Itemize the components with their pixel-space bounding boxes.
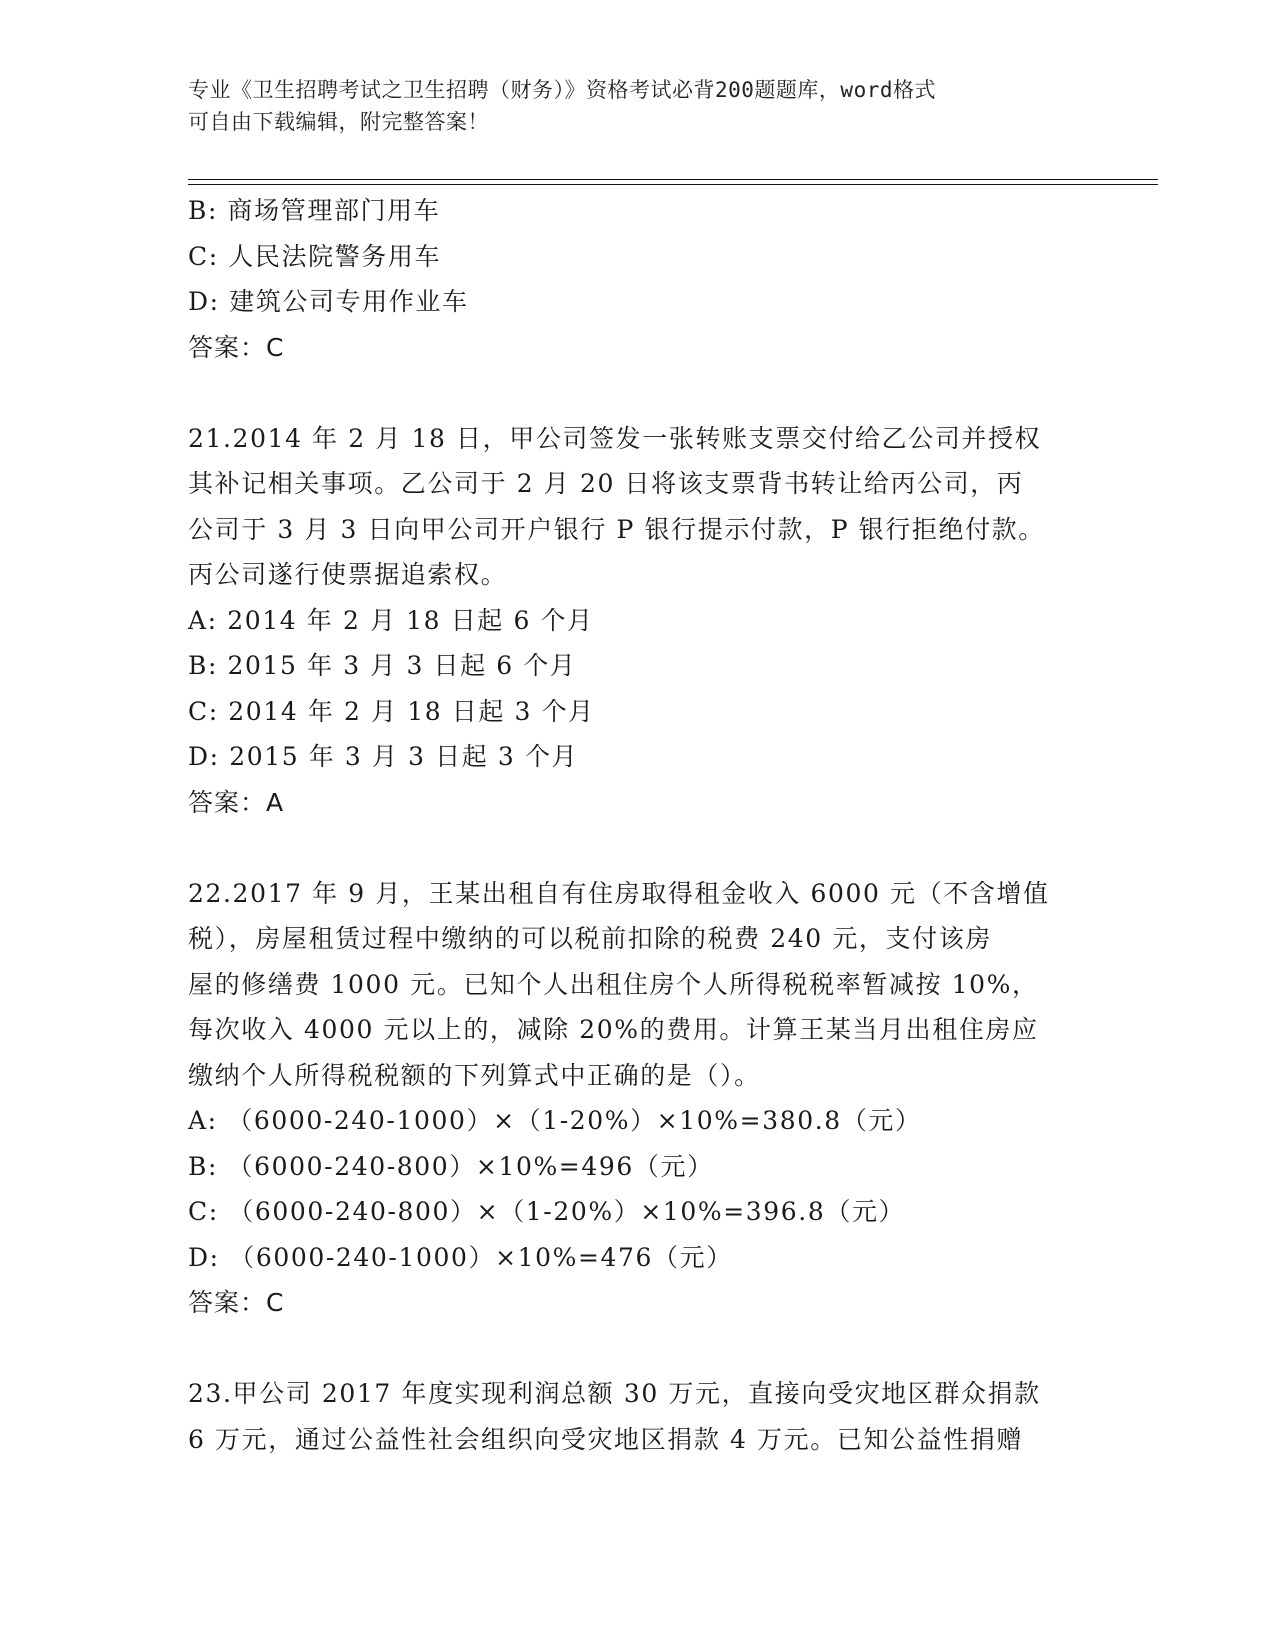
spacer bbox=[188, 370, 1088, 416]
question-text-line: 公司于 3 月 3 日向甲公司开户银行 P 银行提示付款，P 银行拒绝付款。 bbox=[188, 514, 1045, 544]
option-c: C: 2014 年 2 月 18 日起 3 个月 bbox=[188, 696, 595, 726]
header-line-1: 专业《卫生招聘考试之卫生招聘（财务）》资格考试必背200题题库，word格式 bbox=[188, 78, 936, 102]
question-20-continuation bbox=[188, 188, 1088, 370]
question-text-line: 6 万元，通过公益性社会组织向受灾地区捐款 4 万元。已知公益性捐赠 bbox=[188, 1424, 1024, 1454]
header-line-2: 可自由下载编辑，附完整答案！ bbox=[188, 110, 489, 134]
option-b: B: 2015 年 3 月 3 日起 6 个月 bbox=[188, 651, 577, 680]
option-d: D: 建筑公司专用作业车 bbox=[188, 287, 469, 316]
spacer bbox=[188, 1326, 1088, 1372]
question-text-line: 屋的修缮费 1000 元。已知个人出租住房个人所得税税率暂减按 10%， bbox=[188, 969, 1039, 999]
option-a: A: 2014 年 2 月 18 日起 6 个月 bbox=[188, 605, 594, 635]
document-body bbox=[188, 188, 1088, 1462]
question-text-line: 丙公司遂行使票据追索权。 bbox=[188, 560, 508, 589]
option-c: C: 人民法院警务用车 bbox=[188, 241, 442, 271]
question-21 bbox=[188, 416, 1088, 826]
question-text-line: 税），房屋租赁过程中缴纳的可以税前扣除的税费 240 元，支付该房 bbox=[188, 924, 992, 953]
page-header bbox=[188, 74, 1058, 138]
option-c: C: （6000-240-800）×（1-20%）×10%=396.8（元） bbox=[188, 1197, 906, 1226]
question-22 bbox=[188, 871, 1088, 1326]
answer-line: 答案：C bbox=[188, 1288, 285, 1317]
question-text-line: 缴纳个人所得税税额的下列算式中正确的是（）。 bbox=[188, 1060, 761, 1090]
spacer bbox=[188, 825, 1088, 871]
option-d: D: 2015 年 3 月 3 日起 3 个月 bbox=[188, 742, 579, 771]
header-divider-bottom bbox=[188, 184, 1158, 185]
question-text-line: 21.2014 年 2 月 18 日，甲公司签发一张转账支票交付给乙公司并授权 bbox=[188, 423, 1042, 453]
answer-line: 答案：C bbox=[188, 332, 285, 362]
question-text-line: 每次收入 4000 元以上的，减除 20%的费用。计算王某当月出租住房应 bbox=[188, 1015, 1039, 1044]
option-b: B: 商场管理部门用车 bbox=[188, 196, 441, 225]
question-23 bbox=[188, 1371, 1088, 1462]
answer-line: 答案：A bbox=[188, 787, 285, 817]
question-text-line: 其补记相关事项。乙公司于 2 月 20 日将该支票背书转让给丙公司，丙 bbox=[188, 469, 1024, 498]
question-text-line: 22.2017 年 9 月，王某出租自有住房取得租金收入 6000 元（不含增值 bbox=[188, 878, 1050, 908]
question-text-line: 23.甲公司 2017 年度实现利润总额 30 万元，直接向受灾地区群众捐款 bbox=[188, 1379, 1041, 1408]
option-a: A: （6000-240-1000）×（1-20%）×10%=380.8（元） bbox=[188, 1106, 922, 1135]
option-b: B: （6000-240-800）×10%=496（元） bbox=[188, 1151, 714, 1181]
header-divider-top bbox=[188, 179, 1158, 180]
option-d: D: （6000-240-1000）×10%=476（元） bbox=[188, 1242, 733, 1272]
